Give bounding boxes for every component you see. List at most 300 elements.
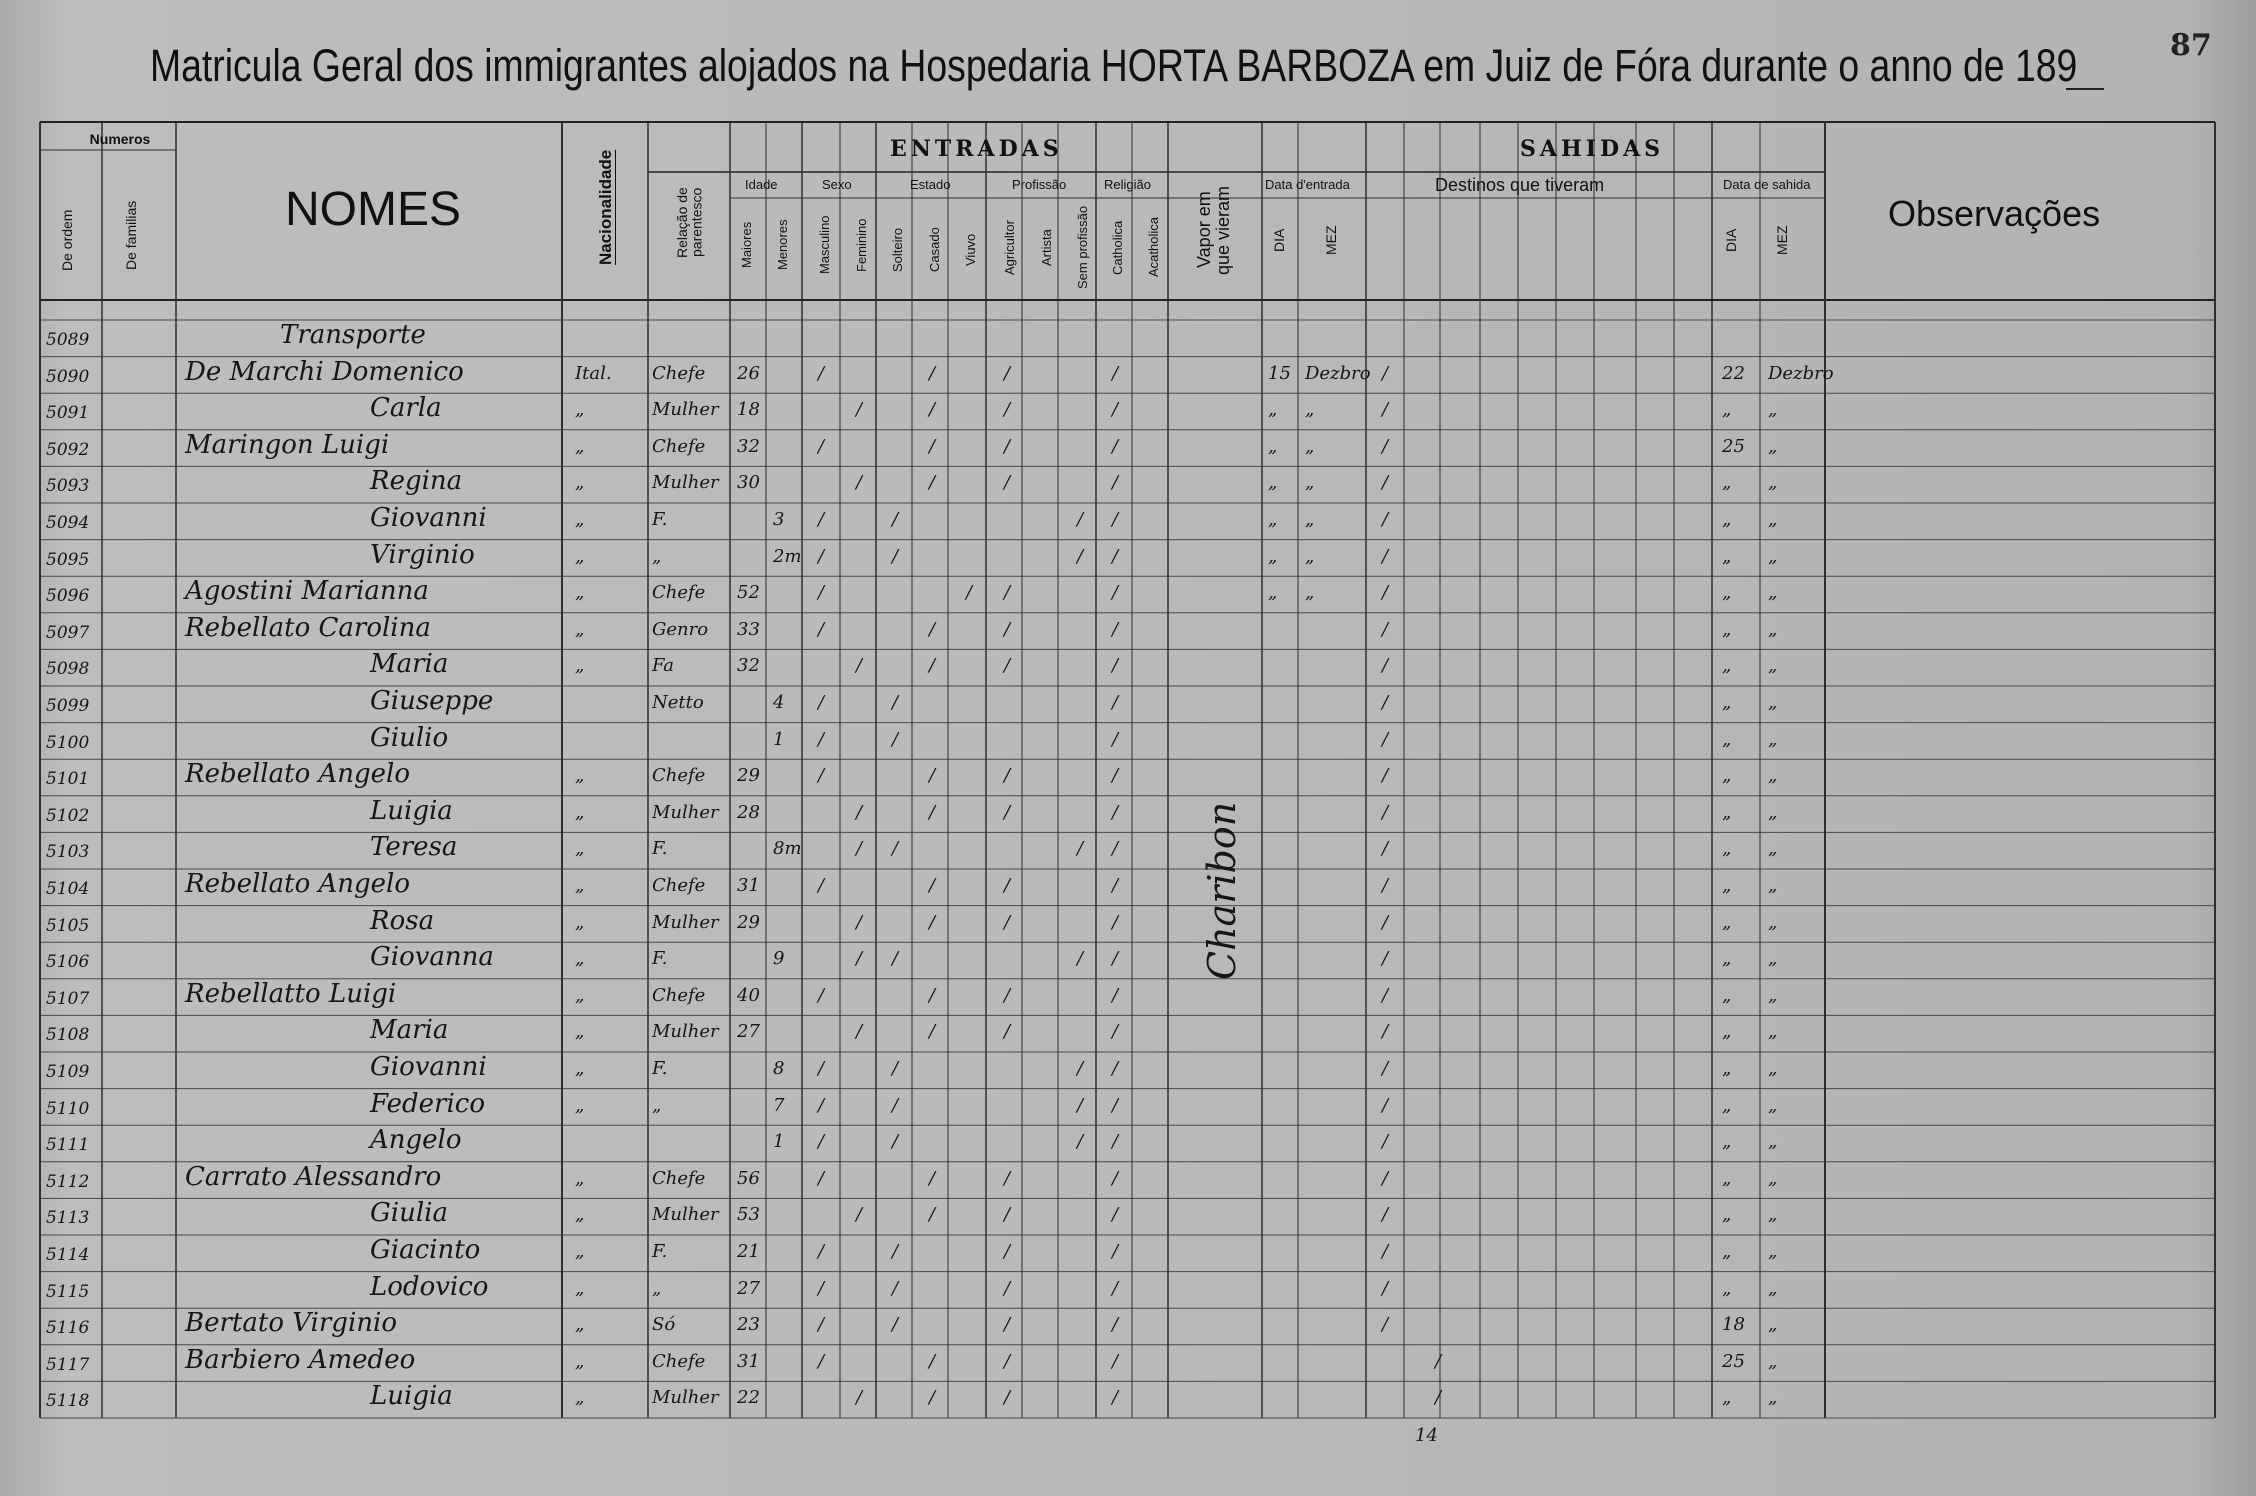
row-religion-mark: / (1112, 1387, 1119, 1409)
relacao-header: Relação de parentesco (674, 187, 705, 258)
row-name: Regina (370, 466, 463, 497)
row-relation: F. (652, 509, 668, 530)
row-relation: „ (652, 545, 662, 567)
row-exit-month: „ (1768, 1241, 1778, 1262)
row-exit-day: 25 (1722, 435, 1745, 457)
row-sex-mark: / (818, 875, 825, 896)
row-sex-mark: / (818, 582, 825, 604)
row-age-minor: 8m (773, 838, 802, 860)
row-profession-mark: / (1077, 545, 1084, 567)
row-exit-day: „ (1722, 1167, 1732, 1189)
row-number: 5117 (46, 1354, 90, 1375)
row-profession-mark: / (1004, 1167, 1011, 1189)
row-age-adult: 26 (737, 362, 760, 384)
row-nationality: Ital. (575, 362, 612, 384)
row-age-minor: 4 (773, 692, 785, 713)
row-relation: Chefe (652, 435, 706, 457)
row-destination-mark: / (1382, 1094, 1389, 1116)
footnote-mark: 14 (1415, 1425, 1438, 1446)
row-name: Rebellato Angelo (185, 759, 411, 790)
acatholica-header: Acatholica (1146, 217, 1161, 278)
row-exit-month: „ (1768, 399, 1778, 421)
religiao-header: Religião (1104, 177, 1151, 192)
row-number: 5101 (46, 769, 90, 790)
row-name: Virginio (370, 539, 475, 570)
year-blank-line (2066, 88, 2104, 90)
row-status-mark: / (929, 472, 936, 494)
row-exit-month: „ (1768, 838, 1778, 860)
row-exit-month: „ (1768, 1021, 1778, 1043)
row-status-mark: / (892, 1094, 899, 1116)
row-nationality: „ (575, 911, 585, 933)
row-number: 5107 (46, 988, 90, 1009)
row-exit-day: „ (1722, 875, 1732, 896)
row-age-adult: 29 (737, 765, 760, 787)
row-destination-mark: / (1382, 692, 1389, 713)
row-profession-mark: / (1004, 472, 1011, 494)
row-sex-mark: / (818, 1277, 825, 1299)
row-sex-mark: / (856, 399, 863, 421)
row-destination-mark: / (1382, 875, 1389, 896)
row-sex-mark: / (818, 545, 825, 567)
catholica-header: Catholica (1110, 220, 1125, 275)
row-age-adult: 33 (737, 618, 760, 640)
row-sex-mark: / (856, 838, 863, 860)
row-name: Giovanna (370, 942, 494, 973)
row-destination-mark: / (1382, 911, 1389, 933)
row-relation: Mulher (652, 1204, 719, 1226)
destinos-header: Destinos que tiveram (1435, 175, 1605, 195)
agricultor-header: Agricultor (1002, 220, 1017, 275)
row-sex-mark: / (818, 362, 825, 384)
row-profession-mark: / (1004, 765, 1011, 787)
nomes-header: NOMES (285, 183, 462, 236)
row-status-mark: / (929, 655, 936, 677)
sem-profissao-header: Sem profissão (1075, 205, 1090, 290)
row-age-minor: 1 (773, 1131, 785, 1153)
solteiro-header: Solteiro (890, 227, 905, 273)
row-relation: F. (652, 1241, 668, 1262)
row-status-mark: / (892, 1277, 899, 1299)
row-sex-mark: / (818, 1241, 825, 1262)
row-nationality: „ (575, 1094, 585, 1116)
row-religion-mark: / (1112, 1094, 1119, 1116)
row-relation: Mulher (652, 399, 719, 421)
row-relation: Só (652, 1314, 676, 1336)
row-exit-day: „ (1722, 1131, 1732, 1153)
row-name: Rebellato Angelo (185, 869, 411, 899)
row-relation: Fa (652, 655, 674, 677)
row-age-adult: 22 (737, 1387, 760, 1409)
row-name: Giuseppe (370, 686, 494, 716)
row-number: 5111 (46, 1135, 90, 1156)
row-number: 5114 (46, 1245, 90, 1265)
observacoes-header: Observações (1888, 193, 2101, 234)
row-exit-day: „ (1722, 1387, 1732, 1409)
row-entry-month: „ (1305, 472, 1315, 494)
row-name: Lodovico (370, 1271, 489, 1302)
data-sahida-header: Data de sahida (1723, 177, 1811, 192)
row-destination-mark: / (1382, 509, 1389, 530)
row-religion-mark: / (1112, 545, 1119, 567)
row-profession-mark: / (1077, 948, 1084, 970)
mez-sahida-header: MEZ (1774, 225, 1790, 255)
row-religion-mark: / (1112, 801, 1119, 823)
row-sex-mark: / (856, 911, 863, 933)
row-exit-month: „ (1768, 911, 1778, 933)
row-status-mark: / (892, 692, 899, 713)
row-age-minor: 3 (773, 509, 785, 530)
row-status-mark: / (929, 801, 936, 823)
row-number: 5110 (46, 1098, 90, 1119)
row-name: Agostini Marianna (185, 576, 429, 607)
row-sex-mark: / (856, 472, 863, 494)
row-nationality: „ (575, 1277, 585, 1299)
row-nationality: „ (575, 545, 585, 567)
row-exit-day: 18 (1722, 1314, 1745, 1336)
row-exit-day: „ (1722, 655, 1732, 677)
row-exit-month: „ (1768, 1314, 1778, 1336)
row-profession-mark: / (1004, 1314, 1011, 1336)
row-exit-month: „ (1768, 1350, 1778, 1372)
row-sex-mark: / (818, 509, 825, 530)
row-nationality: „ (575, 399, 585, 421)
row-exit-month: „ (1768, 1167, 1778, 1189)
profissao-header: Profissão (1012, 177, 1067, 192)
row-relation: F. (652, 838, 668, 860)
row-profession-mark: / (1077, 509, 1084, 530)
row-name: Transporte (280, 320, 426, 350)
row-sex-mark: / (818, 618, 825, 640)
row-name: Bertato Virginio (185, 1308, 397, 1339)
row-age-minor: 2m (773, 545, 802, 567)
viuvo-header: Viuvo (963, 233, 978, 267)
row-name: Federico (370, 1088, 485, 1119)
row-nationality: „ (575, 1058, 585, 1079)
row-status-mark: / (929, 435, 936, 457)
row-number: 5109 (46, 1062, 90, 1082)
masculino-header: Masculino (817, 215, 832, 275)
row-relation: Chefe (652, 582, 706, 604)
row-exit-day: „ (1722, 984, 1732, 1006)
row-name: Giacinto (370, 1235, 481, 1265)
row-entry-day: 15 (1268, 362, 1291, 384)
row-age-adult: 28 (737, 801, 760, 823)
row-age-minor: 7 (773, 1094, 785, 1116)
row-status-mark: / (929, 1204, 936, 1226)
row-religion-mark: / (1112, 472, 1119, 494)
row-nationality: „ (575, 582, 585, 604)
row-sex-mark: / (818, 765, 825, 787)
row-exit-day: „ (1722, 399, 1732, 421)
row-sex-mark: / (856, 1021, 863, 1043)
row-age-adult: 40 (737, 984, 760, 1006)
row-religion-mark: / (1112, 399, 1119, 421)
row-exit-day: „ (1722, 765, 1732, 787)
row-exit-day: „ (1722, 801, 1732, 823)
row-name: Giulio (370, 722, 449, 753)
row-entry-month: „ (1305, 545, 1315, 567)
row-name: Rebellato Carolina (185, 612, 431, 643)
row-profession-mark: / (1004, 984, 1011, 1006)
row-age-adult: 32 (737, 435, 760, 457)
row-religion-mark: / (1112, 1131, 1119, 1153)
row-exit-day: „ (1722, 728, 1732, 750)
row-name: Maringon Luigi (185, 429, 390, 460)
row-profession-mark: / (1004, 1277, 1011, 1299)
row-destination-mark: / (1382, 435, 1389, 457)
row-sex-mark: / (818, 1314, 825, 1336)
row-age-minor: 1 (773, 728, 785, 750)
row-exit-day: „ (1722, 582, 1732, 604)
row-exit-month: „ (1768, 509, 1778, 530)
row-relation: „ (652, 1094, 662, 1116)
row-profession-mark: / (1004, 801, 1011, 823)
row-relation: Netto (652, 692, 704, 713)
row-entry-day: „ (1268, 582, 1278, 604)
row-religion-mark: / (1112, 582, 1119, 604)
row-nationality: „ (575, 618, 585, 640)
row-exit-month: „ (1768, 801, 1778, 823)
row-status-mark: / (892, 1058, 899, 1079)
row-status-mark: / (892, 1241, 899, 1262)
row-profession-mark: / (1004, 362, 1011, 384)
row-religion-mark: / (1112, 1021, 1119, 1043)
row-profession-mark: / (1004, 911, 1011, 933)
row-exit-day: „ (1722, 838, 1732, 860)
row-status-mark: / (929, 1021, 936, 1043)
row-profession-mark: / (1004, 1241, 1011, 1262)
row-destination-mark: / (1382, 765, 1389, 787)
row-status-mark: / (929, 911, 936, 933)
row-number: 5096 (46, 586, 90, 607)
row-status-mark: / (929, 362, 936, 384)
row-exit-month: „ (1768, 984, 1778, 1006)
row-age-adult: 18 (737, 399, 760, 421)
row-exit-month: „ (1768, 728, 1778, 750)
row-destination-mark: / (1382, 1021, 1389, 1043)
row-name: Giovanni (370, 1052, 487, 1082)
artista-header: Artista (1039, 229, 1054, 266)
row-entry-month: „ (1305, 399, 1315, 421)
row-relation: Mulher (652, 801, 719, 823)
row-sex-mark: / (818, 1058, 825, 1079)
row-destination-mark: / (1382, 1241, 1389, 1262)
row-religion-mark: / (1112, 362, 1119, 384)
row-number: 5105 (46, 915, 90, 936)
row-religion-mark: / (1112, 838, 1119, 860)
row-profession-mark: / (1077, 1131, 1084, 1153)
row-entry-day: „ (1268, 509, 1278, 530)
row-age-adult: 52 (737, 582, 760, 604)
row-destination-mark: / (1382, 582, 1389, 604)
row-profession-mark: / (1004, 875, 1011, 896)
sexo-header: Sexo (822, 177, 852, 192)
row-status-mark: / (892, 509, 899, 530)
row-age-adult: 30 (737, 472, 760, 494)
row-profession-mark: / (1077, 1094, 1084, 1116)
row-religion-mark: / (1112, 435, 1119, 457)
row-number: 5097 (46, 622, 90, 643)
row-destination-mark: / (1382, 948, 1389, 970)
row-sex-mark: / (856, 1204, 863, 1226)
row-exit-day: „ (1722, 692, 1732, 713)
row-religion-mark: / (1112, 1167, 1119, 1189)
row-religion-mark: / (1112, 1314, 1119, 1336)
row-name: Rebellatto Luigi (185, 978, 397, 1009)
row-profession-mark: / (1004, 1204, 1011, 1226)
row-name: Giulia (370, 1198, 448, 1229)
row-number: 5108 (46, 1025, 90, 1046)
page-title: Matricula Geral dos immigrantes alojados na Hospedaria HORTA BARBOZA em Juiz de Fóra durante o anno de 189 (150, 40, 2078, 91)
maiores-header: Maiores (739, 221, 754, 269)
row-profession-mark: / (1004, 582, 1011, 604)
row-sex-mark: / (818, 1131, 825, 1153)
row-exit-day: „ (1722, 1021, 1732, 1043)
row-status-mark: / (892, 838, 899, 860)
row-exit-day: „ (1722, 911, 1732, 933)
row-exit-day: „ (1722, 1058, 1732, 1079)
row-destination-mark: / (1382, 655, 1389, 677)
row-exit-day: „ (1722, 1241, 1732, 1262)
row-age-adult: 29 (737, 911, 760, 933)
row-age-adult: 31 (737, 875, 760, 896)
row-status-mark: / (892, 948, 899, 970)
row-religion-mark: / (1112, 509, 1119, 530)
row-relation: Mulher (652, 472, 719, 494)
row-sex-mark: / (856, 801, 863, 823)
row-profession-mark: / (1004, 1387, 1011, 1409)
row-destination-mark: / (1382, 1314, 1389, 1336)
row-number: 5098 (46, 659, 90, 680)
row-number: 5093 (46, 476, 90, 497)
row-relation: F. (652, 1058, 668, 1079)
row-destination-mark: / (1382, 1277, 1389, 1299)
row-exit-month: „ (1768, 655, 1778, 677)
dia-sahida-header: DIA (1723, 228, 1739, 252)
row-number: 5095 (46, 549, 90, 570)
de-familias-header: De familias (123, 200, 139, 270)
row-relation: Chefe (652, 765, 706, 787)
row-status-mark: / (892, 728, 899, 750)
row-number: 5091 (46, 403, 90, 424)
row-entry-day: „ (1268, 435, 1278, 457)
row-nationality: „ (575, 1204, 585, 1226)
row-entry-day: „ (1268, 545, 1278, 567)
row-profession-mark: / (1004, 435, 1011, 457)
row-profession-mark: / (1004, 618, 1011, 640)
row-nationality: „ (575, 435, 585, 457)
row-exit-month: „ (1768, 472, 1778, 494)
estado-header: Estado (910, 177, 951, 192)
row-relation: Mulher (652, 1387, 719, 1409)
row-status-mark: / (892, 545, 899, 567)
row-entry-month: „ (1305, 509, 1315, 530)
row-status-mark: / (929, 399, 936, 421)
row-status-mark: / (929, 984, 936, 1006)
row-nationality: „ (575, 838, 585, 860)
row-destination-mark: / (1382, 1058, 1389, 1079)
row-entry-month: Dezbro (1305, 362, 1371, 384)
row-exit-month: „ (1768, 1277, 1778, 1299)
row-age-adult: 27 (737, 1277, 760, 1299)
row-number: 5116 (46, 1318, 90, 1339)
row-sex-mark: / (818, 984, 825, 1006)
feminino-header: Feminino (854, 218, 869, 272)
row-age-adult: 21 (737, 1241, 760, 1262)
row-number: 5094 (46, 513, 90, 533)
row-status-mark: / (929, 875, 936, 896)
row-relation: „ (652, 1277, 662, 1299)
row-exit-day: „ (1722, 472, 1732, 494)
row-number: 5112 (46, 1171, 90, 1192)
row-exit-day: „ (1722, 545, 1732, 567)
row-number: 5099 (46, 696, 90, 716)
row-nationality: „ (575, 1350, 585, 1372)
row-status-mark: / (929, 1167, 936, 1189)
row-religion-mark: / (1112, 618, 1119, 640)
row-exit-day: „ (1722, 948, 1732, 970)
row-exit-month: „ (1768, 948, 1778, 970)
row-nationality: „ (575, 984, 585, 1006)
row-age-minor: 8 (773, 1058, 785, 1079)
row-nationality: „ (575, 1314, 585, 1336)
menores-header: Menores (775, 219, 790, 271)
row-sex-mark: / (856, 948, 863, 970)
row-number: 5118 (46, 1391, 90, 1412)
row-exit-month: „ (1768, 1094, 1778, 1116)
row-religion-mark: / (1112, 1241, 1119, 1262)
row-exit-day: 25 (1722, 1350, 1745, 1372)
row-exit-month: „ (1768, 1204, 1778, 1226)
row-name: Rosa (370, 905, 435, 936)
row-entry-day: „ (1268, 472, 1278, 494)
row-number: 5113 (46, 1208, 90, 1229)
vapor-entry: Charibon (1200, 801, 1244, 980)
row-religion-mark: / (1112, 948, 1119, 970)
row-status-mark: / (929, 618, 936, 640)
row-religion-mark: / (1112, 875, 1119, 896)
row-nationality: „ (575, 1387, 585, 1409)
row-exit-month: „ (1768, 545, 1778, 567)
row-nationality: „ (575, 1167, 585, 1189)
row-name: Angelo (370, 1125, 462, 1156)
row-number: 5102 (46, 805, 90, 826)
row-destination-mark: / (1382, 801, 1389, 823)
row-destination-mark: / (1435, 1350, 1442, 1372)
row-name: Maria (370, 1015, 449, 1046)
row-status-mark: / (929, 1387, 936, 1409)
page-number: 87 (2170, 28, 2212, 63)
row-number: 5106 (46, 952, 90, 973)
row-nationality: „ (575, 875, 585, 896)
row-name: Carla (370, 393, 442, 424)
row-age-minor: 9 (773, 948, 785, 970)
dia-entrada-header: DIA (1271, 228, 1287, 252)
row-age-adult: 27 (737, 1021, 760, 1043)
row-destination-mark: / (1382, 728, 1389, 750)
row-religion-mark: / (1112, 1277, 1119, 1299)
row-religion-mark: / (1112, 728, 1119, 750)
row-nationality: „ (575, 1021, 585, 1043)
row-exit-month: „ (1768, 1131, 1778, 1153)
row-destination-mark: / (1382, 1131, 1389, 1153)
entradas-header: ENTRADAS (890, 136, 1063, 162)
row-entry-day: „ (1268, 399, 1278, 421)
row-status-mark: / (966, 582, 973, 604)
idade-header: Idade (745, 177, 778, 192)
row-sex-mark: / (818, 1167, 825, 1189)
